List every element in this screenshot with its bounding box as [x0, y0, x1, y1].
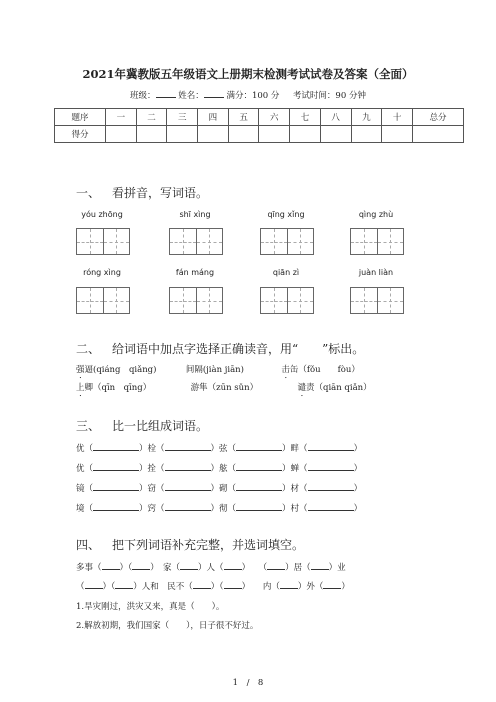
answer-blank[interactable]	[267, 561, 285, 570]
section-number: 一、	[76, 186, 101, 200]
answer-blank[interactable]	[165, 442, 211, 451]
pinyin-label: juàn liàn	[358, 268, 394, 277]
answer-blank[interactable]	[308, 502, 354, 511]
score-cell[interactable]	[351, 126, 382, 143]
writing-grid[interactable]	[76, 287, 130, 314]
score-cell[interactable]	[259, 126, 290, 143]
compare-char: ）舷（	[210, 464, 237, 474]
class-label: 班级：	[130, 91, 156, 101]
pinyin-label: qiān zì	[272, 268, 300, 277]
compare-char: ）弦（	[210, 444, 237, 454]
section-number: 三、	[76, 419, 101, 433]
answer-blank[interactable]	[93, 442, 139, 451]
dotted-char: 强	[76, 365, 85, 375]
pinyin-label: yóu zhōng	[81, 210, 123, 219]
section-4-heading	[76, 536, 304, 553]
pronunciation-row-2	[76, 381, 372, 398]
idiom-text: ）（	[210, 582, 224, 592]
section-3-heading	[76, 417, 208, 434]
pronunciation-row-1	[76, 363, 360, 380]
idiom-text: ）人（	[198, 563, 224, 573]
writing-grid[interactable]	[260, 228, 314, 255]
answer-blank[interactable]	[323, 580, 341, 589]
pinyin-label: qìng zhù	[358, 210, 394, 219]
header-cell: 七	[290, 109, 321, 126]
score-header-row	[55, 109, 464, 126]
compare-char: ）砌（	[210, 484, 237, 494]
score-cell[interactable]	[198, 126, 229, 143]
answer-blank[interactable]	[311, 561, 329, 570]
compare-char: ）窍（	[139, 504, 165, 514]
compare-char: ）蝉（	[282, 464, 308, 474]
pronunciation-item: 逼(qiáng qiǎng)	[84, 365, 157, 375]
section-text: 比一比组成词语。	[112, 419, 209, 433]
score-cell[interactable]	[413, 126, 464, 143]
idiom-text: ） 家（	[150, 563, 181, 573]
compare-char: ）彻（	[210, 504, 237, 514]
answer-blank[interactable]	[236, 482, 282, 491]
dotted-char: 上	[76, 383, 85, 393]
answer-blank[interactable]	[93, 482, 139, 491]
answer-blank[interactable]	[193, 580, 211, 589]
score-label: 得分	[55, 126, 106, 143]
score-row	[55, 126, 464, 143]
compare-row	[76, 442, 362, 454]
header-cell: 八	[320, 109, 351, 126]
score-cell[interactable]	[167, 126, 198, 143]
section-text: 给词语中加点字选择正确读音，用“ ”标出。	[112, 342, 365, 356]
section-1-heading	[76, 184, 208, 201]
compare-char: ）	[353, 464, 363, 474]
page-number: 1 / 8	[232, 678, 264, 688]
fill-sentence-2: 2.解放初期，我们国家（ ），日子很不好过。	[76, 621, 259, 631]
score-cell[interactable]	[290, 126, 321, 143]
compare-char: 境（	[76, 504, 94, 514]
compare-char: ）	[353, 504, 363, 514]
exam-time: 考试时间：90 分钟	[292, 91, 366, 101]
score-table	[54, 108, 464, 143]
header-cell: 一	[106, 109, 137, 126]
pronunciation-item: 游隼（zūn sǔn）	[190, 383, 259, 393]
answer-blank[interactable]	[280, 580, 298, 589]
writing-grid[interactable]	[350, 228, 404, 255]
compare-char: ）村（	[282, 504, 308, 514]
writing-grid[interactable]	[76, 228, 130, 255]
answer-blank[interactable]	[85, 580, 103, 589]
idiom-text: ）居（	[285, 563, 311, 573]
header-cell: 题序	[55, 109, 106, 126]
answer-blank[interactable]	[132, 561, 150, 570]
answer-blank[interactable]	[180, 561, 198, 570]
idiom-text: ） （	[241, 563, 268, 573]
idiom-text: ） 内（	[241, 582, 280, 592]
answer-blank[interactable]	[165, 482, 211, 491]
class-blank[interactable]	[156, 89, 176, 98]
header-cell: 五	[228, 109, 259, 126]
writing-grid[interactable]	[350, 287, 404, 314]
idiom-row-1	[76, 561, 346, 573]
score-cell[interactable]	[320, 126, 351, 143]
compare-char: ）	[353, 484, 363, 494]
answer-blank[interactable]	[308, 442, 354, 451]
section-number: 二、	[76, 342, 101, 356]
compare-char: 优（	[76, 444, 94, 454]
compare-row	[76, 502, 362, 514]
answer-blank[interactable]	[236, 502, 282, 511]
section-number: 四、	[76, 538, 101, 552]
compare-char: 优（	[76, 464, 94, 474]
pinyin-label: shī xìng	[179, 210, 211, 219]
header-cell: 十	[382, 109, 413, 126]
fill-sentence-1: 1.旱灾刚过，洪灾又来，真是（ ）。	[76, 602, 225, 612]
header-cell: 二	[136, 109, 167, 126]
answer-blank[interactable]	[236, 462, 282, 471]
pinyin-label: fán máng	[175, 268, 215, 277]
header-cell: 六	[259, 109, 290, 126]
score-cell[interactable]	[228, 126, 259, 143]
idiom-text: ）业	[328, 563, 346, 573]
name-label: 姓名：	[178, 91, 204, 101]
compare-char: ）拴（	[139, 464, 165, 474]
header-cell: 总分	[413, 109, 464, 126]
compare-char: ）	[353, 444, 363, 454]
header-cell: 三	[167, 109, 198, 126]
score-cell[interactable]	[136, 126, 167, 143]
section-2-heading	[76, 340, 364, 357]
pronunciation-item: 间隔(jiàn jiān)	[185, 365, 244, 375]
section-text: 把下列词语补充完整，并选词填空。	[112, 538, 305, 552]
compare-row	[76, 482, 362, 494]
idiom-row-2	[76, 580, 350, 592]
answer-blank[interactable]	[224, 561, 242, 570]
idiom-text: ）（	[102, 582, 116, 592]
compare-row	[76, 462, 362, 474]
writing-grid[interactable]	[260, 287, 314, 314]
idiom-text: 多事（	[76, 563, 102, 573]
section-text: 看拼音，写词语。	[112, 186, 209, 200]
writing-grid[interactable]	[169, 287, 223, 314]
name-blank[interactable]	[204, 89, 224, 98]
answer-blank[interactable]	[93, 502, 139, 511]
answer-blank[interactable]	[236, 442, 282, 451]
pronunciation-item: 责（qiān qiǎn）	[306, 383, 372, 393]
header-cell: 九	[351, 109, 382, 126]
score-cell[interactable]	[382, 126, 413, 143]
compare-char: ）栓（	[139, 444, 165, 454]
compare-char: ）畔（	[282, 444, 308, 454]
pronunciation-item: 卿（qīn qīng）	[84, 383, 152, 393]
full-score: 满分：100 分	[226, 91, 280, 101]
pinyin-label: qīng xǐng	[267, 210, 305, 219]
answer-blank[interactable]	[224, 580, 242, 589]
score-cell[interactable]	[106, 126, 137, 143]
page-title: 2021年冀教版五年级语文上册期末检测考试试卷及答案（全面）	[82, 67, 414, 81]
idiom-text: （	[76, 582, 85, 592]
idiom-text: ）（	[119, 563, 133, 573]
answer-blank[interactable]	[165, 462, 211, 471]
pronunciation-item: 缶（fǒu fòu）	[289, 365, 360, 375]
idiom-text: ）	[341, 582, 350, 592]
compare-char: ）材（	[282, 484, 308, 494]
idiom-text: ）外（	[297, 582, 324, 592]
answer-blank[interactable]	[93, 462, 139, 471]
answer-blank[interactable]	[102, 561, 120, 570]
answer-blank[interactable]	[115, 580, 133, 589]
compare-char: 镜（	[76, 484, 94, 494]
dotted-char: 击	[281, 365, 290, 375]
pinyin-label: róng xìng	[83, 268, 121, 277]
answer-blank[interactable]	[308, 462, 354, 471]
exam-info	[0, 89, 496, 101]
writing-grid[interactable]	[169, 228, 223, 255]
answer-blank[interactable]	[308, 482, 354, 491]
idiom-text: ）人和 民不（	[133, 582, 193, 592]
answer-blank[interactable]	[165, 502, 211, 511]
header-cell: 四	[198, 109, 229, 126]
dotted-char: 谴	[297, 383, 307, 393]
compare-char: ）窃（	[139, 484, 165, 494]
